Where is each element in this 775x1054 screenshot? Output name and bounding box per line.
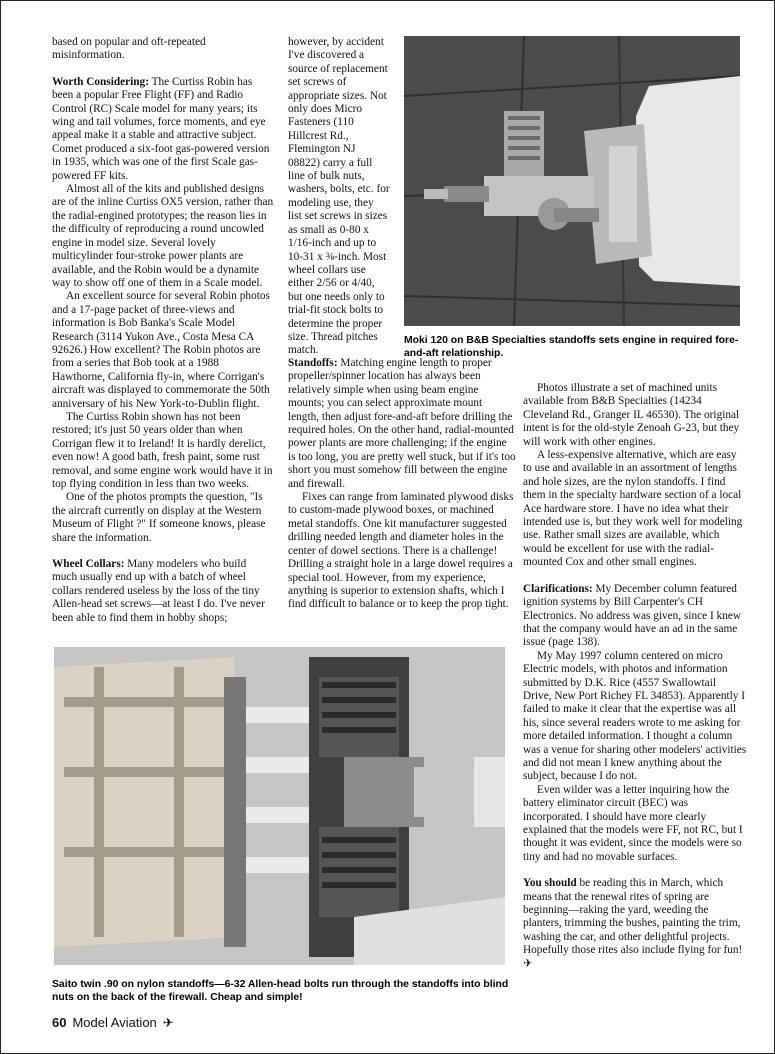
paragraph: The Curtiss Robin shown has not been restored; it's just 50 years older than when Corrigan flew it to Ireland! It is hardly derelict, even now! A good bath, fresh paint, some rust removal, and some engine work would have it in top flying condition in less than two weeks. [52,410,273,490]
paragraph: An excellent source for several Robin photos and a 17-page packet of three-views and information is Bob Banka's Scale Model Research (3114 Yukon Ave., Costa Mesa CA 92626.) How excellent? The Robin photos are from a series that Bob took at a 1988 Hawthorne, California fly-in, where Corrigan's aircraft was displayed to commemorate the 50th anniversary of his New York-to-Dublin flight. [52,290,270,410]
paragraph: Photos illustrate a set of machined units available from B&B Specialties (14234 Cleveland Rd., Granger IL 46530). The original intent is for the old-style Zenoah G-23, but they will work with other engines. [523,382,740,448]
paragraph: A less-expensive alternative, which are easy to use and available in an assortment of lengths and hole sizes, are the nylon standoffs. I find them in the specialty hardware section of a local Ace hardware store. I have no idea what their intended use is, but they work well for modeling use. Rather small sizes are available, which would be excellent for use with the radial-mounted Cox and other small engines. [523,449,743,569]
column-1 [52,36,274,625]
paragraph-worth-considering: Worth Considering: The Curtiss Robin has been a popular Free Flight (FF) and Radio Control (RC) Scale model for many years; its wing and tail volumes, force moments, and eye appeal make it a stable and attractive subject. Comet produced a six-foot gas-powered version in 1935, which was one of the first Scale gas-powered FF kits. [52,75,270,182]
paragraph: Even wilder was a letter inquiring how the battery eliminator circuit (BEC) was incorporated. I should have more clearly explained that the models were FF, not RC, but I thought it was evident, since the models were so tiny and had no movable surfaces. [523,783,743,863]
paragraph-clarifications: Clarifications: My December column featured ignition systems by Bill Carpenter's CH Electronics. No address was given, since I knew that the company would have an ad in the same issue (page 138). [523,582,742,649]
airplane-icon: ✈ [162,1015,174,1030]
paragraph-standoffs: Standoffs: Matching engine length to proper propeller/spinner location has always been relatively simple when using beam engine mounts; you can select approximate mount length, then adjust fore-and-aft before drilling the required holes. On the other hand, radial-mounted power plants are more challenging; if the engine is too long, you are pretty well stuck, but if it's too short you must somehow fill between the engine and firewall. [288,357,516,490]
paragraph-wheel-collars: Wheel Collars: Many modelers who build much usually end up with a batch of wheel collars rendered useless by the loss of the tiny Allen-head set screws—at least I do. I've never been able to find them in hobby shops; [52,558,265,624]
subhead: You should [523,877,577,890]
paragraph: One of the photos prompts the question, "Is the aircraft currently on display at the Western Museum of Flight ?" If someone knows, please share the information. [52,491,266,544]
end-mark-icon: ✈ [523,957,533,970]
photo-drawing [54,647,505,965]
paragraph: My May 1997 column centered on micro Electric models, with photos and information submitted by D.K. Rice (4557 Swallowtail Drive, New Port Richey FL 34853). Apparently I failed to make it clear that the expertise was all his, since several readers wrote to me asking for more detailed information. I thought a column was a venue for sharing other modelers' activities and did not mean I knew anything about the subject, because I do not. [523,649,747,783]
paragraph: based on popular and oft-repeated misinformation. [52,36,206,62]
subhead: Standoffs: [288,357,338,369]
subhead: Wheel Collars: [52,558,125,571]
photo-drawing [404,36,740,326]
photo-caption-bottom: Saito twin .90 on nylon standoffs—6-32 Allen-head bolts run through the standoffs into blind nuts on the back of the firewall. Cheap and simple! [52,979,509,1003]
column-2-upper [288,36,390,358]
column-2-lower [288,357,516,612]
paragraph: however, by accident I've discovered a source of replacement set screws of appropriate sizes. Not only does Micro Fasteners (110 Hillcrest Rd., Flemington NJ 08822) carry a full line of bulk nuts, washers, bolts, etc. for modeling use, they list set screws in sizes as small as 0-80 x 1/16-inch and up to 10-31 x ⅜-inch. Most wheel collars use either 2/56 or 4/40, but one needs only to trial-fit stock bolts to determine the proper size. Thread pitches match. [288,36,390,357]
engine-photo-saito [54,647,505,965]
paragraph-you-should: You should be reading this in March, which means that the renewal rites of spring are beginning—raking the yard, weeding the planters, trimming the bushes, painting the trim, washing the car, and other delightful projects. Hopefully those rites also include flying for fun! ✈ [523,877,743,970]
page-number: 60 [52,1015,67,1030]
subhead: Clarifications: [523,582,593,595]
page-footer [52,1015,174,1031]
magazine-name: Model Aviation [72,1015,157,1030]
photo-caption-top: Moki 120 on B&B Specialties standoffs sets engine in required fore-and-aft relationship. [404,335,739,359]
column-3 [523,382,747,971]
paragraph: Almost all of the kits and published designs are of the inline Curtiss OX5 version, rather than the radial-engined prototypes; the reason lies in the difficulty of reproducing a round uncowled engine in model size. Several lovely multicylinder four-stroke power plants are available, and the Robin would be a dynamite way to show off one of them in a Scale model. [52,183,274,289]
engine-photo-moki [404,36,740,326]
subhead: Worth Considering: [52,75,149,88]
paragraph: Fixes can range from laminated plywood disks to custom-made plywood boxes, or machined metal standoffs. One kit manufacturer suggested drilling needed length and diameter holes in the center of dowel sections. There is a challenge! Drilling a straight hole in a large dowel requires a special tool. However, from my experience, anything is superior to extension shafts, which I find difficult to balance or to keep the prop tight. [288,491,514,611]
